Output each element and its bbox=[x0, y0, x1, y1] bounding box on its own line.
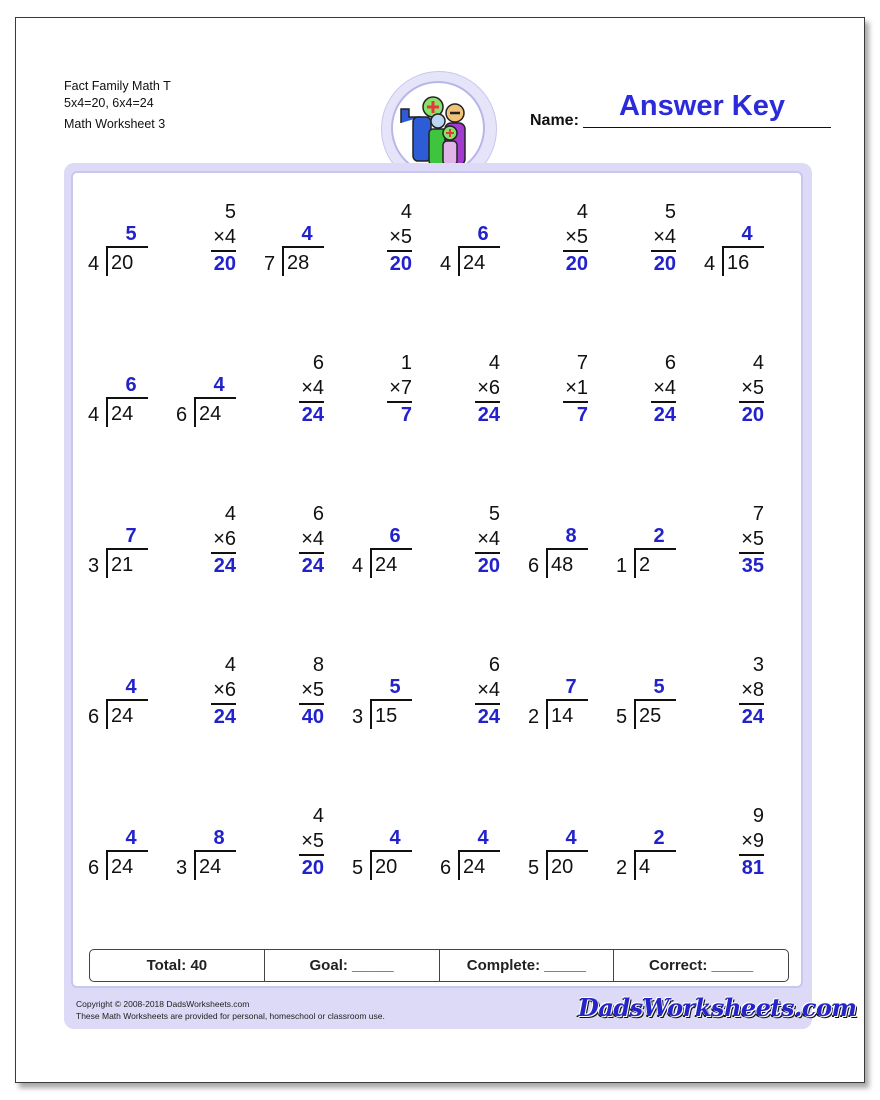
quotient-answer: 7 bbox=[125, 525, 137, 547]
division-problem bbox=[440, 806, 510, 906]
footer-text bbox=[76, 998, 385, 1022]
division-problem bbox=[528, 655, 598, 755]
division-problem bbox=[176, 806, 246, 906]
divisor: 6 bbox=[88, 706, 100, 728]
dividend: 4 bbox=[634, 850, 676, 880]
multiplication-stack bbox=[211, 502, 236, 579]
division-problem bbox=[352, 806, 422, 906]
quotient-answer: 5 bbox=[653, 676, 665, 698]
complete-field[interactable]: Complete: _____ bbox=[440, 950, 615, 981]
factor-bottom: ×4 bbox=[211, 225, 236, 252]
product-answer: 24 bbox=[301, 555, 324, 577]
copyright: Copyright © 2008-2018 DadsWorksheets.com bbox=[76, 999, 250, 1009]
dividend: 2 bbox=[634, 548, 676, 578]
factor-bottom: ×5 bbox=[299, 829, 324, 856]
multiplication-stack bbox=[739, 502, 764, 579]
long-division bbox=[440, 202, 510, 282]
factor-bottom: ×7 bbox=[387, 376, 412, 403]
quotient-answer: 6 bbox=[389, 525, 401, 547]
multiplication-problem bbox=[440, 655, 510, 755]
long-division bbox=[616, 504, 686, 584]
factor-bottom: ×5 bbox=[739, 376, 764, 403]
multiplication-stack bbox=[563, 351, 588, 428]
divisor: 1 bbox=[616, 555, 628, 577]
multiplication-problem bbox=[264, 806, 334, 906]
product-answer: 20 bbox=[301, 857, 324, 879]
quotient-answer: 4 bbox=[125, 827, 137, 849]
dividend: 24 bbox=[194, 850, 236, 880]
factor-bottom: ×6 bbox=[211, 678, 236, 705]
divisor: 4 bbox=[88, 404, 100, 426]
factor-top: 7 bbox=[752, 503, 764, 525]
long-division bbox=[352, 806, 422, 886]
product-answer: 24 bbox=[477, 404, 500, 426]
long-division bbox=[704, 202, 774, 282]
brand-logo: DadsWorksheets.com bbox=[578, 993, 857, 1022]
worksheet-title: Fact Family Math T bbox=[64, 79, 171, 93]
division-problem bbox=[176, 353, 246, 453]
product-answer: 24 bbox=[213, 706, 236, 728]
quotient-answer: 5 bbox=[389, 676, 401, 698]
multiplication-stack bbox=[299, 804, 324, 881]
divisor: 2 bbox=[528, 706, 540, 728]
factor-top: 4 bbox=[312, 805, 324, 827]
multiplication-problem bbox=[264, 504, 334, 604]
factor-bottom: ×4 bbox=[475, 527, 500, 554]
divisor: 2 bbox=[616, 857, 628, 879]
long-division bbox=[88, 353, 158, 433]
multiplication-problem bbox=[264, 353, 334, 453]
divisor: 6 bbox=[88, 857, 100, 879]
multiplication-problem bbox=[704, 655, 774, 755]
factor-top: 6 bbox=[664, 352, 676, 374]
dividend: 15 bbox=[370, 699, 412, 729]
divisor: 6 bbox=[528, 555, 540, 577]
score-bar bbox=[89, 949, 789, 982]
name-field[interactable] bbox=[583, 127, 831, 128]
multiplication-stack bbox=[475, 653, 500, 730]
multiplication-stack bbox=[211, 200, 236, 277]
multiplication-stack bbox=[651, 351, 676, 428]
dividend: 24 bbox=[106, 699, 148, 729]
multiplication-stack bbox=[299, 653, 324, 730]
factor-top: 4 bbox=[224, 654, 236, 676]
factor-bottom: ×4 bbox=[475, 678, 500, 705]
long-division bbox=[176, 353, 246, 433]
multiplication-stack bbox=[563, 200, 588, 277]
family-math-icon bbox=[393, 83, 483, 173]
factor-top: 5 bbox=[488, 503, 500, 525]
dividend: 24 bbox=[370, 548, 412, 578]
dividend: 25 bbox=[634, 699, 676, 729]
division-problem bbox=[88, 202, 158, 302]
divisor: 3 bbox=[176, 857, 188, 879]
divisor: 3 bbox=[88, 555, 100, 577]
quotient-answer: 2 bbox=[653, 827, 665, 849]
factor-top: 9 bbox=[752, 805, 764, 827]
product-answer: 20 bbox=[477, 555, 500, 577]
factor-top: 5 bbox=[224, 201, 236, 223]
factor-top: 4 bbox=[488, 352, 500, 374]
factor-bottom: ×5 bbox=[387, 225, 412, 252]
quotient-answer: 6 bbox=[477, 223, 489, 245]
usage-notice: These Math Worksheets are provided for personal, homeschool or classroom use. bbox=[76, 1011, 385, 1021]
long-division bbox=[352, 504, 422, 584]
multiplication-problem bbox=[176, 655, 246, 755]
long-division bbox=[88, 504, 158, 584]
factor-top: 7 bbox=[576, 352, 588, 374]
multiplication-problem bbox=[440, 353, 510, 453]
quotient-answer: 4 bbox=[477, 827, 489, 849]
long-division bbox=[440, 806, 510, 886]
quotient-answer: 2 bbox=[653, 525, 665, 547]
correct-field[interactable]: Correct: _____ bbox=[649, 957, 754, 974]
multiplication-problem bbox=[528, 353, 598, 453]
factor-bottom: ×9 bbox=[739, 829, 764, 856]
factor-bottom: ×4 bbox=[299, 527, 324, 554]
factor-bottom: ×6 bbox=[475, 376, 500, 403]
division-problem bbox=[352, 504, 422, 604]
division-problem bbox=[440, 202, 510, 302]
factor-top: 6 bbox=[312, 352, 324, 374]
dividend: 14 bbox=[546, 699, 588, 729]
long-division bbox=[88, 655, 158, 735]
long-division bbox=[352, 655, 422, 735]
multiplication-stack bbox=[475, 351, 500, 428]
factor-top: 4 bbox=[576, 201, 588, 223]
multiplication-stack bbox=[387, 200, 412, 277]
multiplication-stack bbox=[475, 502, 500, 579]
quotient-answer: 8 bbox=[565, 525, 577, 547]
dividend: 21 bbox=[106, 548, 148, 578]
factor-top: 6 bbox=[488, 654, 500, 676]
factor-top: 4 bbox=[400, 201, 412, 223]
multiplication-stack bbox=[651, 200, 676, 277]
factor-top: 4 bbox=[224, 503, 236, 525]
division-problem bbox=[88, 806, 158, 906]
divisor: 6 bbox=[440, 857, 452, 879]
factor-bottom: ×8 bbox=[739, 678, 764, 705]
product-answer: 20 bbox=[213, 253, 236, 275]
factor-top: 6 bbox=[312, 503, 324, 525]
product-answer: 20 bbox=[565, 253, 588, 275]
division-problem bbox=[352, 655, 422, 755]
long-division bbox=[616, 806, 686, 886]
quotient-answer: 4 bbox=[565, 827, 577, 849]
dividend: 20 bbox=[106, 246, 148, 276]
quotient-answer: 4 bbox=[741, 223, 753, 245]
multiplication-stack bbox=[739, 653, 764, 730]
dividend: 20 bbox=[370, 850, 412, 880]
multiplication-problem bbox=[176, 202, 246, 302]
product-answer: 81 bbox=[741, 857, 764, 879]
multiplication-stack bbox=[739, 351, 764, 428]
division-problem bbox=[704, 202, 774, 302]
divisor: 5 bbox=[528, 857, 540, 879]
factor-top: 4 bbox=[752, 352, 764, 374]
long-division bbox=[528, 655, 598, 735]
divisor: 3 bbox=[352, 706, 364, 728]
multiplication-problem bbox=[352, 353, 422, 453]
factor-top: 1 bbox=[400, 352, 412, 374]
long-division bbox=[616, 655, 686, 735]
product-answer: 24 bbox=[477, 706, 500, 728]
factor-top: 3 bbox=[752, 654, 764, 676]
factor-bottom: ×4 bbox=[651, 225, 676, 252]
division-problem bbox=[528, 806, 598, 906]
dividend: 24 bbox=[458, 246, 500, 276]
multiplication-problem bbox=[704, 353, 774, 453]
multiplication-problem bbox=[528, 202, 598, 302]
division-problem bbox=[88, 655, 158, 755]
long-division bbox=[264, 202, 334, 282]
quotient-answer: 4 bbox=[125, 676, 137, 698]
multiplication-stack bbox=[739, 804, 764, 881]
product-answer: 24 bbox=[741, 706, 764, 728]
quotient-answer: 7 bbox=[565, 676, 577, 698]
product-answer: 24 bbox=[301, 404, 324, 426]
product-answer: 20 bbox=[741, 404, 764, 426]
factor-bottom: ×6 bbox=[211, 527, 236, 554]
factor-bottom: ×5 bbox=[739, 527, 764, 554]
division-problem bbox=[264, 202, 334, 302]
divisor: 7 bbox=[264, 253, 276, 275]
quotient-answer: 5 bbox=[125, 223, 137, 245]
factor-bottom: ×5 bbox=[299, 678, 324, 705]
factor-top: 5 bbox=[664, 201, 676, 223]
multiplication-problem bbox=[704, 504, 774, 604]
long-division bbox=[528, 806, 598, 886]
multiplication-stack bbox=[387, 351, 412, 428]
divisor: 5 bbox=[352, 857, 364, 879]
long-division bbox=[528, 504, 598, 584]
product-answer: 20 bbox=[653, 253, 676, 275]
divisor: 4 bbox=[352, 555, 364, 577]
dividend: 24 bbox=[458, 850, 500, 880]
dividend: 28 bbox=[282, 246, 324, 276]
product-answer: 7 bbox=[400, 404, 412, 426]
long-division bbox=[176, 806, 246, 886]
product-answer: 40 bbox=[301, 706, 324, 728]
product-answer: 7 bbox=[576, 404, 588, 426]
dividend: 24 bbox=[106, 850, 148, 880]
multiplication-problem bbox=[176, 504, 246, 604]
quotient-answer: 6 bbox=[125, 374, 137, 396]
worksheet-subtitle: 5x4=20, 6x4=24 bbox=[64, 96, 154, 110]
divisor: 4 bbox=[704, 253, 716, 275]
product-answer: 24 bbox=[213, 555, 236, 577]
factor-bottom: ×4 bbox=[651, 376, 676, 403]
factor-bottom: ×5 bbox=[563, 225, 588, 252]
dividend: 48 bbox=[546, 548, 588, 578]
product-answer: 24 bbox=[653, 404, 676, 426]
goal-field[interactable]: Goal: _____ bbox=[265, 950, 440, 981]
divisor: 4 bbox=[88, 253, 100, 275]
multiplication-problem bbox=[704, 806, 774, 906]
long-division bbox=[88, 202, 158, 282]
quotient-answer: 4 bbox=[213, 374, 225, 396]
multiplication-problem bbox=[616, 202, 686, 302]
worksheet-number: Math Worksheet 3 bbox=[64, 117, 166, 131]
divisor: 6 bbox=[176, 404, 188, 426]
factor-bottom: ×4 bbox=[299, 376, 324, 403]
dividend: 24 bbox=[106, 397, 148, 427]
quotient-answer: 8 bbox=[213, 827, 225, 849]
product-answer: 35 bbox=[741, 555, 764, 577]
factor-top: 8 bbox=[312, 654, 324, 676]
multiplication-problem bbox=[352, 202, 422, 302]
multiplication-stack bbox=[211, 653, 236, 730]
total-count: Total: 40 bbox=[90, 950, 265, 981]
answer-key-title: Answer Key bbox=[618, 90, 785, 122]
multiplication-stack bbox=[299, 351, 324, 428]
dividend: 16 bbox=[722, 246, 764, 276]
product-answer: 20 bbox=[389, 253, 412, 275]
multiplication-problem bbox=[616, 353, 686, 453]
long-division bbox=[88, 806, 158, 886]
multiplication-stack bbox=[299, 502, 324, 579]
divisor: 4 bbox=[440, 253, 452, 275]
dividend: 24 bbox=[194, 397, 236, 427]
quotient-answer: 4 bbox=[389, 827, 401, 849]
multiplication-problem bbox=[264, 655, 334, 755]
divisor: 5 bbox=[616, 706, 628, 728]
division-problem bbox=[88, 353, 158, 453]
division-problem bbox=[88, 504, 158, 604]
division-problem bbox=[616, 806, 686, 906]
division-problem bbox=[616, 504, 686, 604]
factor-bottom: ×1 bbox=[563, 376, 588, 403]
dividend: 20 bbox=[546, 850, 588, 880]
division-problem bbox=[616, 655, 686, 755]
name-label: Name: bbox=[530, 112, 579, 129]
multiplication-problem bbox=[440, 504, 510, 604]
division-problem bbox=[528, 504, 598, 604]
quotient-answer: 4 bbox=[301, 223, 313, 245]
